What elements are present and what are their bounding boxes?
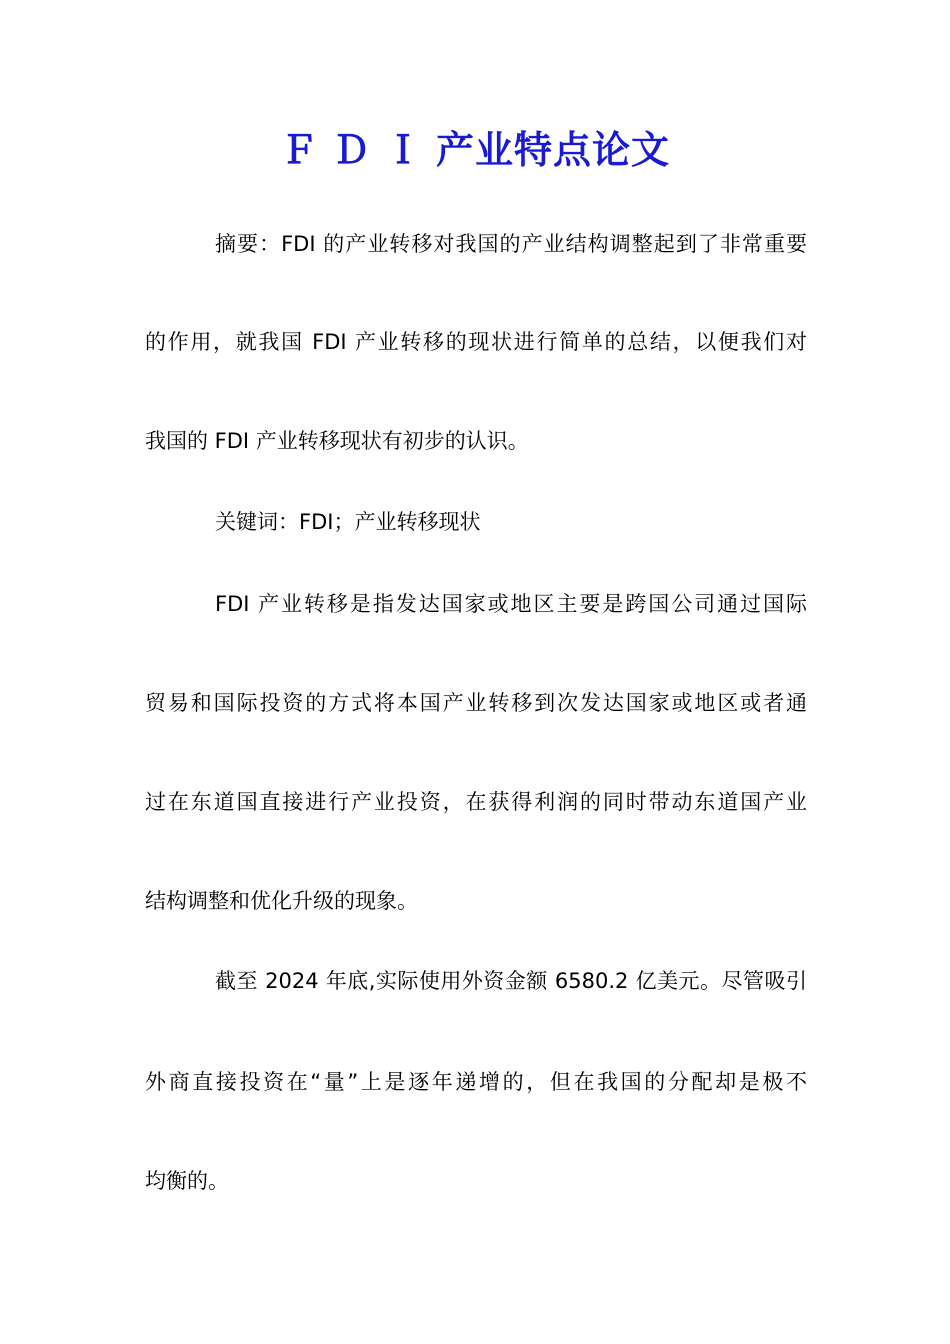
para1-line-4: 结构调整和优化升级的现象。: [145, 889, 418, 913]
para1-line-2: 贸易和国际投资的方式将本国产业转移到次发达国家或地区或者通: [145, 691, 807, 715]
para1-line-1: FDI 产业转移是指发达国家或地区主要是跨国公司通过国际: [215, 592, 807, 616]
para2-line-1: 截至 2024 年底,实际使用外资金额 6580.2 亿美元。尽管吸引: [215, 969, 807, 993]
abstract-line-1: 摘要：FDI 的产业转移对我国的产业结构调整起到了非常重要: [215, 232, 807, 256]
para2-line-2: 外商直接投资在“量”上是逐年递增的，但在我国的分配却是极不: [145, 1070, 807, 1094]
title-latin: ＦＤＩ: [279, 127, 436, 172]
abstract-line-2: 的作用，就我国 FDI 产业转移的现状进行简单的总结，以便我们对: [145, 330, 807, 354]
para1-line-3: 过在东道国直接进行产业投资，在获得利润的同时带动东道国产业: [145, 790, 807, 814]
title-cjk: 产业特点论文: [436, 127, 671, 172]
abstract-line-3: 我国的 FDI 产业转移现状有初步的认识。: [145, 429, 529, 453]
para2-line-3: 均衡的。: [145, 1169, 229, 1193]
keywords-line: 关键词：FDI；产业转移现状: [215, 510, 481, 534]
page-title: [0, 122, 950, 178]
